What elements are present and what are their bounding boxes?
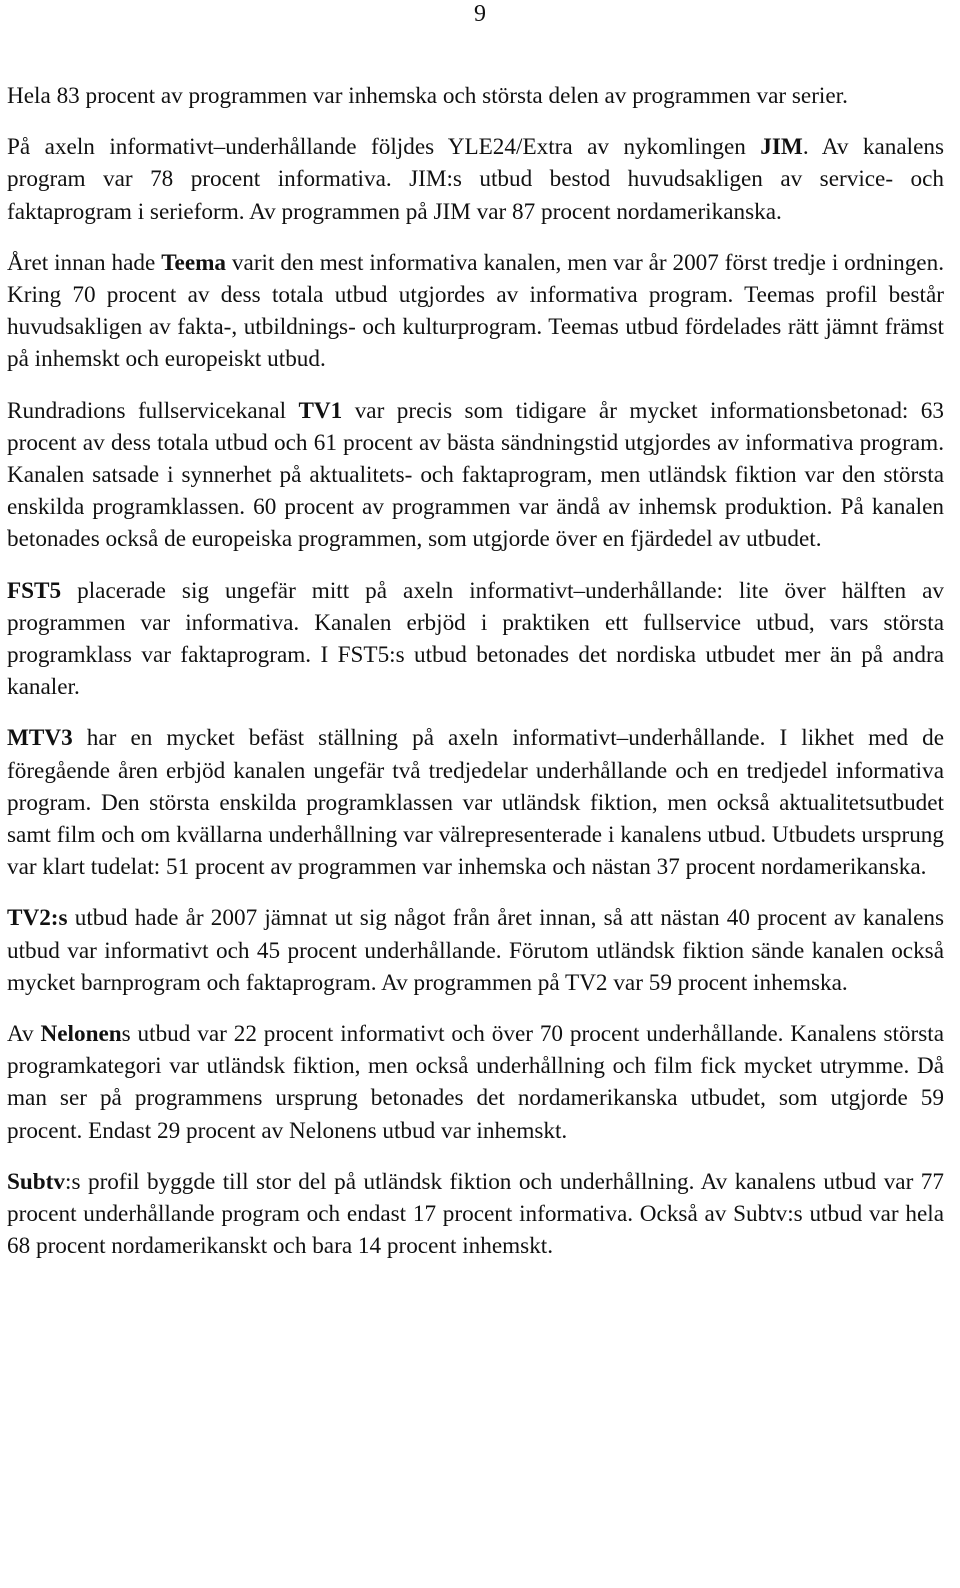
document-body [7, 80, 944, 1282]
channel-name-tv1: TV1 [298, 397, 343, 424]
text-run: utbud hade år 2007 jämnat ut sig något från året innan, så att nästan 40 procent av kanalens utbud var informativt och 45 procent underhållande. Förutom utländsk fiktion sände kanalen också mycket barnprogram och faktaprogram. Av programmen på TV2 var 59 procent inhemska. [7, 905, 944, 996]
channel-name-teema: Teema [161, 249, 227, 276]
channel-name-tv2: TV2:s [7, 905, 68, 932]
paragraph-4 [7, 395, 944, 556]
text-run: :s profil byggde till stor del på utländsk fiktion och underhållning. Av kanalens utbud var 77 procent underhållande program och endast 17 procent informativa. Också av Subtv:s utbud var hela 68 procent nordamerikanskt och bara 14 procent inhemskt. [7, 1168, 944, 1260]
paragraph-8 [7, 1018, 944, 1147]
text-run: Året innan hade [7, 249, 162, 276]
text-run: var precis som tidigare år mycket informationsbetonad: 63 procent av dess totala utbud och 61 procent av bästa sändningstid utgjordes av informativa program. Kanalen satsade i synnerhet på aktualitets- och faktaprogram, men utländsk fiktion var den största enskilda programklassen. 60 procent av programmen var ändå av inhemsk produktion. På kanalen betonades också de europeiska programmen, som utgjorde över en fjärdedel av utbudet. [7, 397, 944, 553]
text-run: placerade sig ungefär mitt på axeln informativt–underhållande: lite över hälften av programmen var informativa. Kanalen erbjöd i praktiken ett fullservice utbud, vars största programklass var faktaprogram. I FST5:s utbud betonades det nordiska utbudet mer än på andra kanaler. [7, 577, 944, 701]
paragraph-6 [7, 722, 944, 883]
text-run: Av [7, 1021, 41, 1048]
paragraph-9 [7, 1166, 944, 1263]
paragraph-7 [7, 902, 944, 999]
text-run: s utbud var 22 procent informativt och över 70 procent underhållande. Kanalens största programkategori var utländsk fiktion, men också underhållning och film fick mycket utrymme. Då man ser på programmens ursprung betonades det nordamerikanska utbudet, som utgjorde 59 procent. Endast 29 procent av Nelonens utbud var inhemskt. [7, 1021, 944, 1144]
text-run: varit den mest informativa kanalen, men var år 2007 först tredje i ordningen. Kring 70 procent av dess totala utbud utgjordes av informativa program. Teemas profil består huvudsakligen av fakta-, utbildnings- och kulturprogram. Teemas utbud fördelades rätt jämnt främst på inhemskt och europeiskt utbud. [7, 249, 944, 373]
text-run: Hela 83 procent av programmen var inhemska och största delen av programmen var serier. [7, 83, 848, 109]
text-run: . Av kanalens program var 78 procent informativa. JIM:s utbud bestod huvudsakligen av service- och faktaprogram i serieform. Av programmen på JIM var 87 procent nordamerikanska. [7, 134, 944, 225]
text-run: har en mycket befäst ställning på axeln informativt–underhållande. I likhet med de föregående åren erbjöd kanalen ungefär två tredjedelar underhållande och en tredjedel informativa program. Den största enskilda programklassen var utländsk fiktion, men också aktualitetsutbudet samt film och om kvällarna underhållning var välrepresenterade i kanalens utbud. Utbudets ursprung var klart tudelat: 51 procent av programmen var inhemska och nästan 37 procent nordamerikanska. [7, 725, 944, 881]
channel-name-mtv3: MTV3 [7, 725, 73, 752]
channel-name-jim: JIM [760, 134, 803, 161]
text-run: Rundradions fullservicekanal [7, 397, 299, 424]
paragraph-1 [7, 80, 944, 112]
page-number: 9 [474, 1, 486, 27]
paragraph-3 [7, 247, 944, 376]
channel-name-nelonen: Nelonen [40, 1021, 122, 1048]
channel-name-fst5: FST5 [7, 577, 62, 604]
channel-name-subtv: Subtv [7, 1168, 66, 1195]
paragraph-5 [7, 575, 944, 704]
paragraph-2 [7, 131, 944, 228]
text-run: På axeln informativt–underhållande följdes YLE24/Extra av nykomlingen [7, 134, 761, 161]
